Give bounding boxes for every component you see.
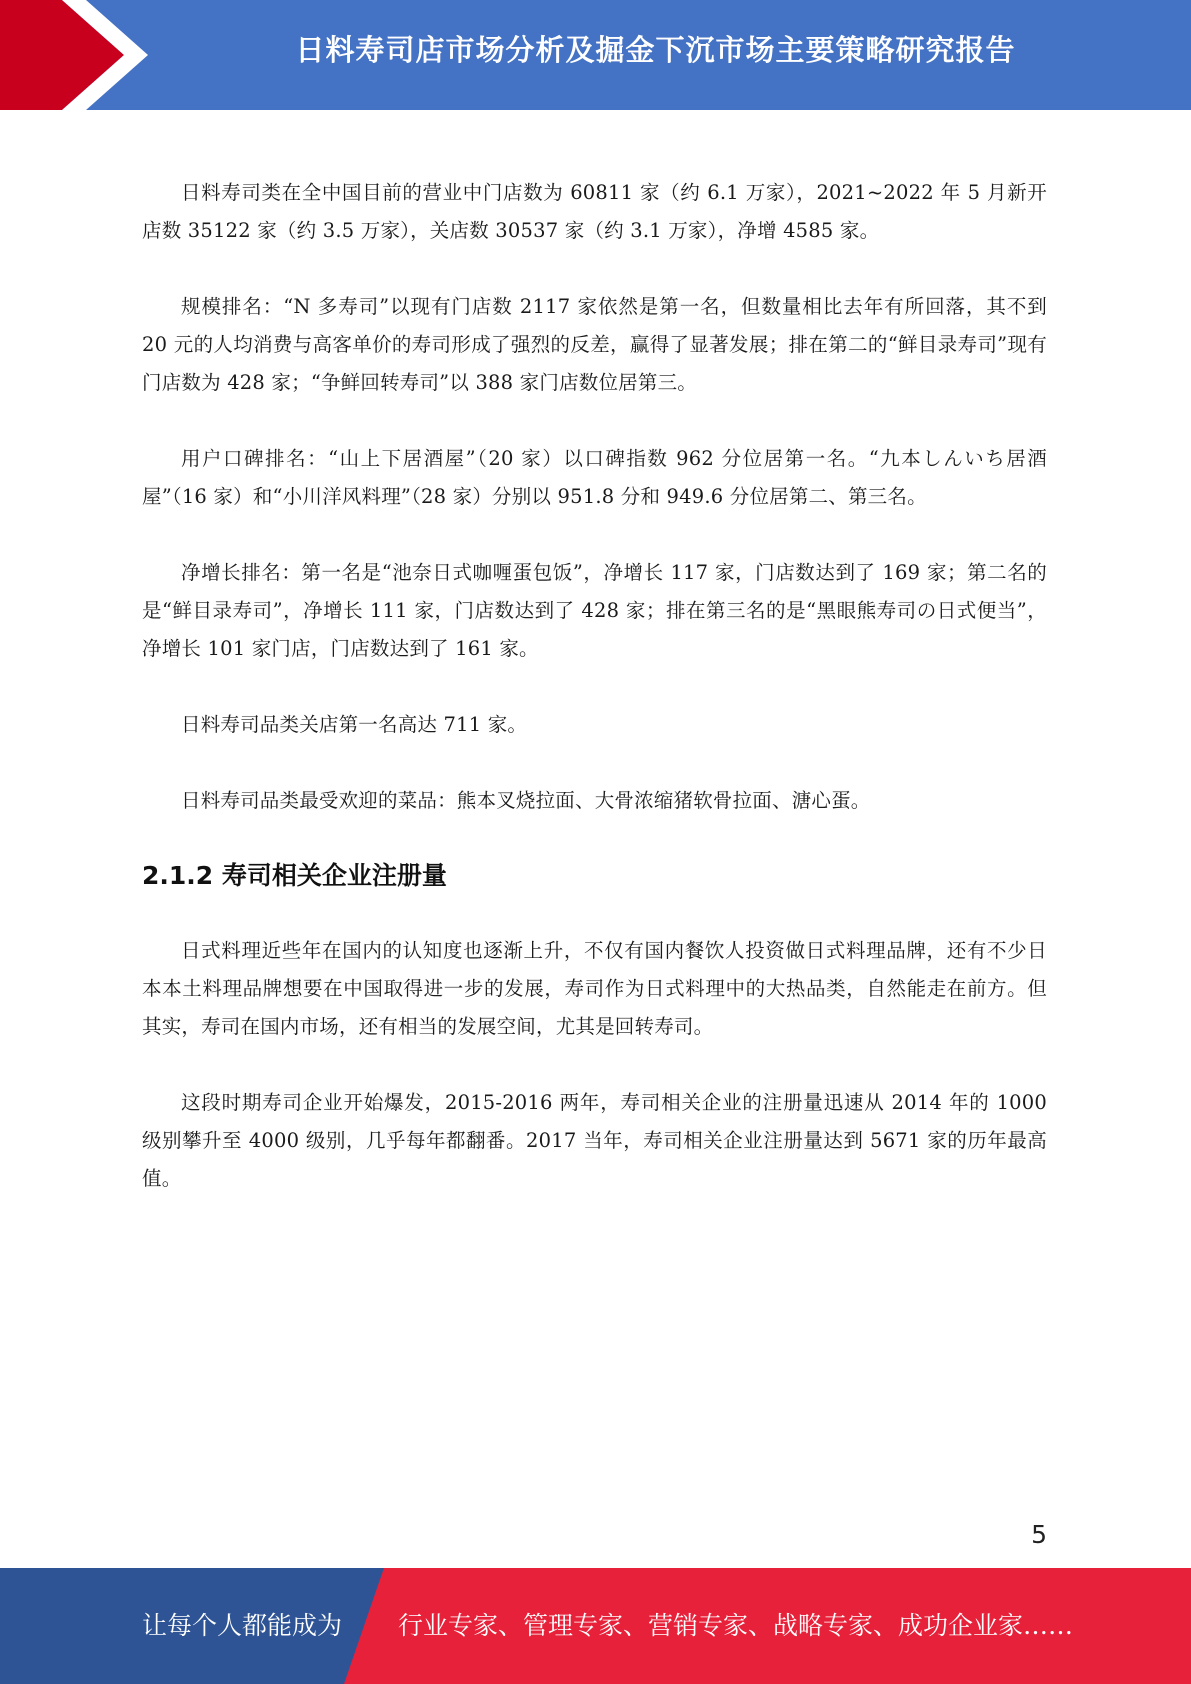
report-title: 日料寿司店市场分析及掘金下沉市场主要策略研究报告 (295, 33, 1016, 67)
paragraph-store-count: 日料寿司类在全中国目前的营业中门店数为 60811 家（约 6.1 万家），2021~2022 年 5 月新开店数 35122 家（约 3.5 万家），关店数 30537 家（约 3.1 万家），净增 4585 家。 (142, 181, 1047, 242)
main-content (142, 174, 1047, 1198)
header-chevron-decoration (0, 0, 160, 110)
paragraph-registrations: 这段时期寿司企业开始爆发，2015-2016 两年，寿司相关企业的注册量迅速从 2014 年的 1000 级别攀升至 4000 级别，几乎每年都翻番。2017 当年，寿司相关企业注册量达到 5671 家的历年最高值。 (142, 1091, 1047, 1190)
footer-slogan-right: 行业专家、管理专家、营销专家、战略专家、成功企业家…… (398, 1611, 1074, 1640)
section-heading: 2.1.2 寿司相关企业注册量 (142, 861, 447, 890)
paragraph-reputation-ranking: 用户口碑排名：“山上下居酒屋”（20 家）以口碑指数 962 分位居第一名。“九本しんいち居酒屋”（16 家）和“小川洋风料理”（28 家）分别以 951.8 分和 949.6 分位居第二、第三名。 (142, 447, 1047, 508)
page-number: 5 (1031, 1520, 1047, 1549)
paragraph-growth-ranking: 净增长排名：第一名是“池奈日式咖喱蛋包饭”，净增长 117 家，门店数达到了 169 家；第二名的是“鲜目录寿司”，净增长 111 家，门店数达到了 428 家；排在第三名的是“黑眼熊寿司の日式便当”，净增长 101 家门店，门店数达到了 161 家。 (142, 561, 1047, 660)
footer-slogan-left: 让每个人都能成为 (142, 1611, 343, 1640)
paragraph-popular-dishes: 日料寿司品类最受欢迎的菜品：熊本叉烧拉面、大骨浓缩猪软骨拉面、溏心蛋。 (181, 789, 871, 812)
paragraph-japanese-cuisine: 日式料理近些年在国内的认知度也逐渐上升，不仅有国内餐饮人投资做日式料理品牌，还有不少日本本土料理品牌想要在中国取得进一步的发展，寿司作为日式料理中的大热品类，自然能走在前方。但其实，寿司在国内市场，还有相当的发展空间，尤其是回转寿司。 (142, 939, 1047, 1038)
page-header (0, 0, 1191, 110)
page-footer (0, 1568, 1191, 1684)
paragraph-scale-ranking: 规模排名：“N 多寿司”以现有门店数 2117 家依然是第一名，但数量相比去年有所回落，其不到 20 元的人均消费与高客单价的寿司形成了强烈的反差，赢得了显著发展；排在第二的“鲜目录寿司”现有门店数为 428 家；“争鲜回转寿司”以 388 家门店数位居第三。 (142, 295, 1047, 394)
paragraph-closures: 日料寿司品类关店第一名高达 711 家。 (181, 713, 528, 736)
